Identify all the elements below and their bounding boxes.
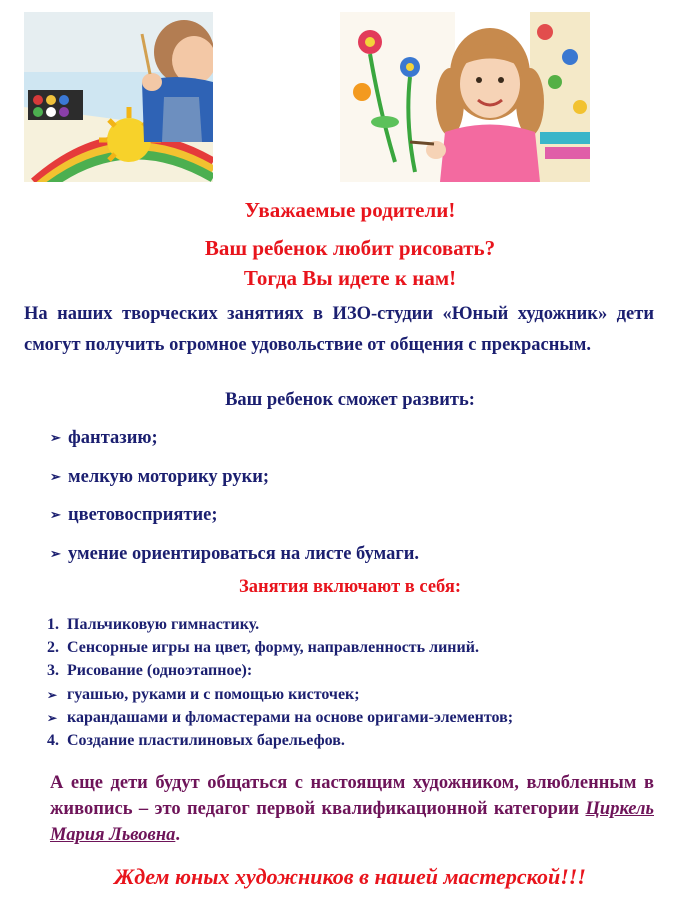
list-item: ➢ фантазию; [50, 425, 419, 464]
list-item: ➢ умение ориентироваться на листе бумаги. [50, 541, 419, 580]
list-item: ➢ гуашью, руками и с помощью кисточек; [47, 684, 513, 707]
teacher-name: Циркель Мария Львовна [50, 799, 654, 845]
arrow-bullet-icon: ➢ [50, 545, 61, 561]
lessons-list [47, 614, 513, 753]
outro-paragraph: А еще дети будут общаться с настоящим художником, влюбленным в живопись – это педагог первой квалификационной категории Циркель Мария Львовна. [50, 773, 654, 845]
list-item: 2. Сенсорные игры на цвет, форму, направленность линий. [47, 639, 479, 657]
arrow-bullet-icon: ➢ [50, 507, 61, 522]
arrow-bullet-icon: ➢ [47, 710, 58, 725]
intro-paragraph: На наших творческих занятиях в ИЗО-студии «Юный художник» дети смогут получить огромное удовольствие от общения с прекрасным. [24, 304, 654, 355]
arrow-bullet-icon: ➢ [47, 687, 58, 702]
question-heading: Ваш ребенок любит рисовать? [204, 236, 496, 260]
lessons-title: Занятия включают в себя: [238, 577, 462, 597]
list-item: ➢ мелкую моторику руки; [50, 464, 419, 503]
girl-painting-photo [340, 12, 590, 182]
list-item: 3. Рисование (одноэтапное): [47, 662, 253, 680]
develop-list [50, 425, 419, 579]
list-item: ➢ цветовосприятие; [50, 502, 419, 541]
arrow-bullet-icon: ➢ [50, 430, 61, 445]
invite-heading: Тогда Вы идете к нам! [243, 266, 457, 290]
closing-slogan: Ждем юных художников в нашей мастерской!!! [114, 864, 586, 889]
arrow-bullet-icon: ➢ [50, 468, 61, 484]
boy-painting-photo [24, 12, 213, 182]
develop-title: Ваш ребенок сможет развить: [225, 390, 475, 410]
list-item: ➢ карандашами и фломастерами на основе оригами-элементов; [47, 707, 513, 730]
greeting-heading: Уважаемые родители! [244, 198, 456, 222]
list-item: 4. Создание пластилиновых барельефов. [47, 731, 345, 749]
list-item: 1. Пальчиковую гимнастику. [47, 616, 260, 633]
